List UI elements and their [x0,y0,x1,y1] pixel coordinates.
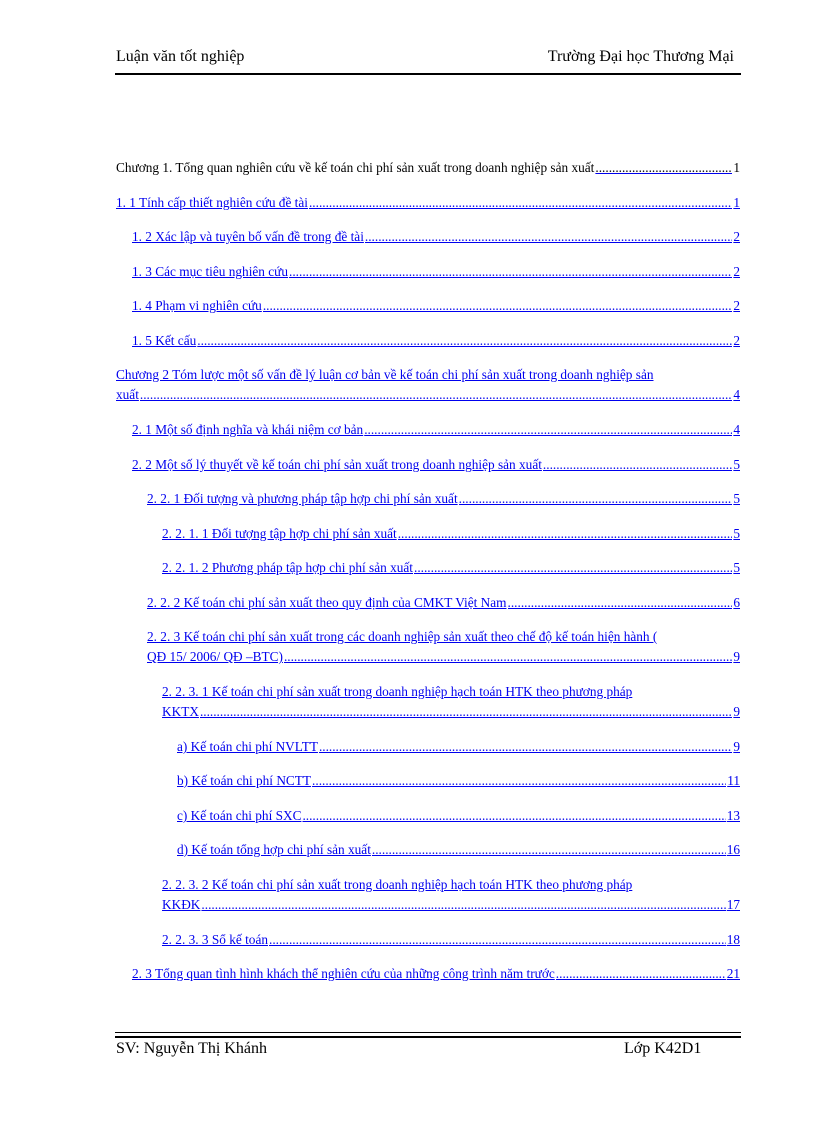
toc-page-number: 1 [733,160,740,175]
toc-entry-text: b) Kế toán chi phí NCTT [177,773,312,788]
toc-entry-text: Chương 1. Tổng quan nghiên cứu về kế toán chi phí sản xuất trong doanh nghiệp sản xuất [116,160,595,175]
toc-entry-2-2-1[interactable] [147,489,740,509]
toc-entry-text: 1. 3 Các mục tiêu nghiên cứu [132,264,289,279]
toc-page-number: 9 [733,649,740,664]
toc-entry-c-sxc[interactable] [177,806,740,826]
toc-entry-text: xuất [116,387,139,402]
toc-entry-text: 2. 2 Một số lý thuyết về kế toán chi phí sản xuất trong doanh nghiệp sản xuất [132,457,542,472]
header-divider [115,73,741,75]
toc-page-number: 17 [726,897,740,912]
toc-entry-text: 2. 2. 1 Đối tượng và phương pháp tập hợp chi phí sản xuất [147,491,458,506]
header-thesis-label: Luận văn tốt nghiệp [116,48,245,65]
toc-page-number: 18 [726,932,740,947]
toc-entry-2-2-3-3[interactable] [162,930,740,950]
toc-page-number: 5 [733,457,740,472]
toc-entry-2-2-3-1[interactable] [162,682,740,722]
footer-class: Lớp K42D1 [624,1040,702,1057]
toc-entry-text-line1: 2. 2. 3. 2 Kế toán chi phí sản xuất trong doanh nghiệp hạch toán HTK theo phương pháp [162,877,633,892]
toc-page-number: 1 [733,195,740,210]
toc-entry-2-1[interactable] [132,420,740,440]
toc-leader-dots [508,593,733,613]
toc-page-number: 16 [726,842,740,857]
toc-page-number: 11 [727,773,740,788]
toc-entry-text: d) Kế toán tổng hợp chi phí sản xuất [177,842,371,857]
toc-leader-dots [595,158,732,178]
toc-entry-text: 2. 3 Tổng quan tình hình khách thể nghiên cứu của những công trình năm trước [132,966,555,981]
toc-leader-dots [197,331,732,351]
toc-entry-text: 2. 2. 1. 2 Phương pháp tập hợp chi phí sản xuất [162,560,413,575]
toc-leader-dots [372,840,726,860]
toc-entry-text: 2. 1 Một số định nghĩa và khái niệm cơ bản [132,422,364,437]
toc-leader-dots [543,455,732,475]
toc-entry-2-2-3-2[interactable] [162,875,740,915]
toc-leader-dots [140,385,732,405]
toc-entry-1-4[interactable] [132,296,740,316]
toc-entry-a-nvltt[interactable] [177,737,740,757]
toc-entry-text: 2. 2. 1. 1 Đối tượng tập hợp chi phí sản xuất [162,526,397,541]
toc-page-number: 2 [733,333,740,348]
toc-entry-text: KKTX [162,704,199,719]
footer-divider-thick [115,1036,741,1038]
toc-entry-text: a) Kế toán chi phí NVLTT [177,739,318,754]
toc-entry-2-2[interactable] [132,455,740,475]
toc-entry-1-1[interactable] [116,193,740,213]
toc-leader-dots [459,489,733,509]
toc-leader-dots [312,771,726,791]
toc-entry-text: 1. 1 Tính cấp thiết nghiên cứu đề tài [116,195,308,210]
toc-entry-2-2-1-2[interactable] [162,558,740,578]
toc-leader-dots [263,296,733,316]
toc-entry-2-2-3[interactable] [147,627,740,667]
toc-entry-text: 1. 5 Kết cấu [132,333,197,348]
toc-page-number: 2 [733,298,740,313]
toc-entry-2-3[interactable] [132,964,740,984]
toc-leader-dots [302,806,725,826]
toc-entry-b-nctt[interactable] [177,771,740,791]
toc-leader-dots [289,262,732,282]
toc-leader-dots [201,895,725,915]
toc-page-number: 4 [733,387,740,402]
toc-page-number: 6 [733,595,740,610]
toc-leader-dots [269,930,726,950]
toc-entry-text-line1: Chương 2 Tóm lược một số vấn đề lý luận cơ bản về kế toán chi phí sản xuất trong doanh nghiệp sản [116,367,654,382]
toc-entry-text-line1: 2. 2. 3. 1 Kế toán chi phí sản xuất trong doanh nghiệp hạch toán HTK theo phương pháp [162,684,633,699]
toc-page-number: 13 [726,808,740,823]
toc-page-number: 2 [733,229,740,244]
toc-entry-text: c) Kế toán chi phí SXC [177,808,302,823]
toc-entry-text: KKĐK [162,897,201,912]
toc-entry-text-line1: 2. 2. 3 Kế toán chi phí sản xuất trong các doanh nghiệp sản xuất theo chế độ kế toán hiện hành ( [147,629,658,644]
toc-entry-text: 1. 2 Xác lập và tuyên bố vấn đề trong đề tài [132,229,364,244]
toc-page-number: 2 [733,264,740,279]
page-header [116,48,740,70]
toc-entry-1-5[interactable] [132,331,740,351]
toc-entry-text: 1. 4 Phạm vi nghiên cứu [132,298,262,313]
toc-leader-dots [364,420,732,440]
toc-page-number: 21 [726,966,740,981]
toc-leader-dots [284,647,732,667]
toc-leader-dots [365,227,732,247]
toc-page-number: 5 [733,491,740,506]
toc-leader-dots [200,702,732,722]
footer-divider-thin [115,1032,741,1033]
toc-page-number: 5 [733,560,740,575]
toc-entry-chapter-2[interactable] [116,365,740,405]
toc-leader-dots [309,193,732,213]
footer-student-name: SV: Nguyễn Thị Khánh [116,1040,267,1057]
toc-entry-1-2[interactable] [132,227,740,247]
toc-page-number: 4 [733,422,740,437]
toc-page-number: 9 [733,704,740,719]
toc-entry-d-tong-hop[interactable] [177,840,740,860]
toc-entry-text: 2. 2. 2 Kế toán chi phí sản xuất theo quy định của CMKT Việt Nam [147,595,507,610]
toc-entry-text: QĐ 15/ 2006/ QĐ –BTC) [147,649,283,664]
toc-entry-1-3[interactable] [132,262,740,282]
toc-entry-chapter-1[interactable] [116,158,740,178]
toc-leader-dots [319,737,732,757]
toc-leader-dots [398,524,733,544]
toc-page-number: 9 [733,739,740,754]
toc-leader-dots [556,964,726,984]
header-university-name: Trường Đại học Thương Mại [547,48,734,65]
toc-page-number: 5 [733,526,740,541]
toc-entry-2-2-2[interactable] [147,593,740,613]
toc-entry-2-2-1-1[interactable] [162,524,740,544]
toc-leader-dots [414,558,732,578]
toc-entry-text: 2. 2. 3. 3 Sổ kế toán [162,932,268,947]
